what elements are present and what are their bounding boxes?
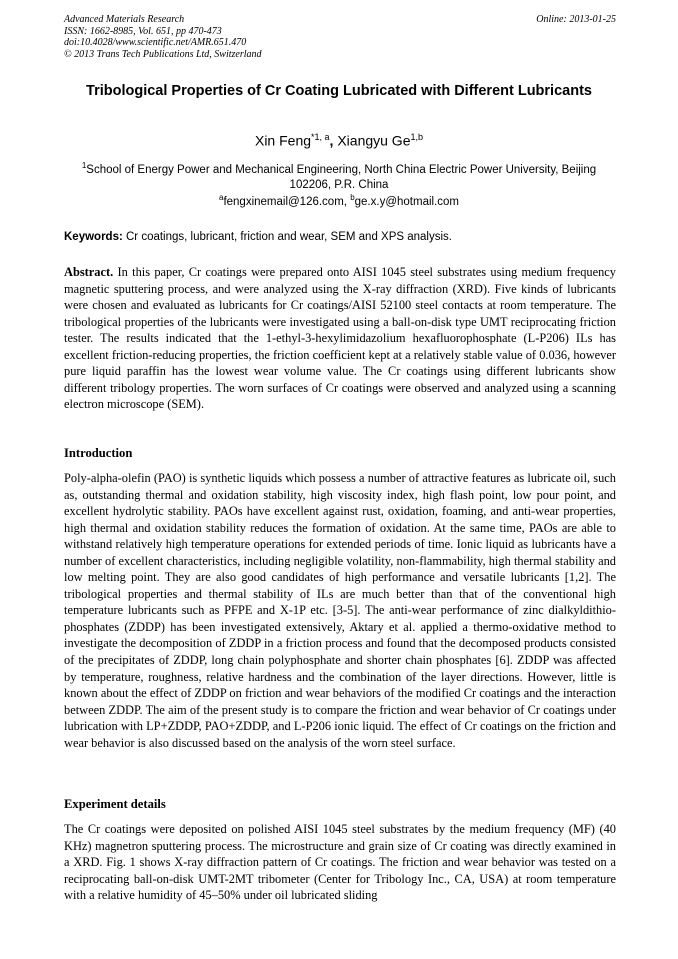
email-superscript: b [350,193,355,202]
paper-title: Tribological Properties of Cr Coating Lubricated with Different Lubricants [86,83,592,99]
online-date: Online: 2013-01-25 [536,14,616,25]
section-heading: Experiment details [64,797,166,811]
abstract-paragraph [64,264,616,413]
author-superscript: 1,b [410,132,424,142]
email-line [0,193,678,208]
author-superscript: *1, a [311,132,330,142]
keywords-text: Cr coatings, lubricant, friction and wear, SEM and XPS analysis. [122,231,452,243]
author-line [0,132,678,149]
author-separator: , [329,132,338,149]
email-superscript: a [218,193,224,202]
author-name: Xin Feng [254,132,312,149]
email-separator: , [343,195,351,208]
email-address: fengxinemail@126.com [223,195,344,208]
section-heading: Introduction [64,446,133,460]
issn-line: ISSN: 1662-8985, Vol. 651, pp 470-473 [64,25,222,37]
doi-line: doi:10.4028/www.scientific.net/AMR.651.470 [64,37,247,48]
copyright-line: © 2013 Trans Tech Publications Ltd, Switzerland [64,48,262,60]
affiliation [70,158,608,194]
keywords [64,231,616,243]
introduction-paragraph: Poly-alpha-olefin (PAO) is synthetic liquids which possess a number of attractive features as lubricate oil, such as, outstanding thermal and oxidation stability, high viscosity index, high flash point, low pour point, and excellent hydrolytic stability. PAOs have excellent against rust, oxidation, foaming, and anti-wear properties, high thermal and oxidation stability reduces the formation of oxidation. At the same time, PAOs are able to withstand relatively high temperature operations for extended periods of time. Ionic liquid as lubricants have a number of excellent characteristics, including negligible volatility, non-flammability, high thermal stability and low melting point. They are also good candidates of high performance and versatile lubricants [1,2]. The tribological properties and thermal stability of ILs are much better than that of the conventional high temperature lubricants such as PFPE and X-1P etc. [3-5]. The anti-wear performance of zinc dialkyldithio-phosphates (ZDDP) has been investigated extensively, Aktary et al. applied a thermo-oxidative method to investigate the decomposition of ZDDP in a friction process and found that the decomposed products consisted of the precipitates of ZDDP, long chain polyphosphate and shorter chain phosphates [6]. ZDDP was affected by temperature, roughness, relative hardness and the combination of the layer directions. However, little is known about the effect of ZDDP on friction and wear behaviors of the modified Cr coatings and the interaction between ZDDP. The aim of the present study is to compare the friction and wear behavior of Cr coatings under lubrication with LP+ZDDP, PAO+ZDDP, and L-P206 ionic liquid. The effect of Cr coatings on the friction and wear behavior is also discussed based on the analysis of the worn steel surface. [64,471,616,750]
affiliation-superscript: 1 [81,161,87,170]
experiment-paragraph: The Cr coatings were deposited on polished AISI 1045 steel substrates by the medium frequency (MF) (40 KHz) magnetron sputtering process. The microstructure and grain size of Cr coating was directly examined in a XRD. Fig. 1 shows X-ray diffraction pattern of Cr coatings. The friction and wear behavior was tested on a reciprocating ball-on-disk UMT-2MT tribometer (Center for Tribology Inc., CA, USA) at room temperature with a relative humidity of 45–50% under oil lubricated sliding [64,822,616,903]
abstract-label: Abstract. [64,265,114,279]
email-address: ge.x.y@hotmail.com [354,195,459,208]
journal-name: Advanced Materials Research [64,14,185,25]
keywords-label: Keywords: [64,231,123,243]
affiliation-text: School of Energy Power and Mechanical Engineering, North China Electric Power University, Beijing 102206, P.R. China [86,163,597,192]
abstract-text: In this paper, Cr coatings were prepared onto AISI 1045 steel substrates using medium frequency magnetic sputtering process, and were analyzed using the X-ray diffraction (XRD). Five kinds of lubricants were chosen and evaluated as lubricants for Cr coatings/AISI 52100 steel contacts at room temperature. The tribological properties of the lubricants were investigated using a ball-on-disk type UMT reciprocating friction tester. The results indicated that the 1-ethyl-3-hexylimidazolium hexafluorophosphate (L-P206) ILs has excellent friction-reducing properties, the friction coefficient kept at a relatively stable value of 0.036, however pure liquid paraffin has the lowest wear volume value. The Cr coatings using different lubricants show different tribology properties. The worn surfaces of Cr coatings were observed and analyzed using a scanning electron microscope (SEM). [64,265,616,412]
author-name: Xiangyu Ge [337,132,411,149]
journal-header [64,14,616,60]
